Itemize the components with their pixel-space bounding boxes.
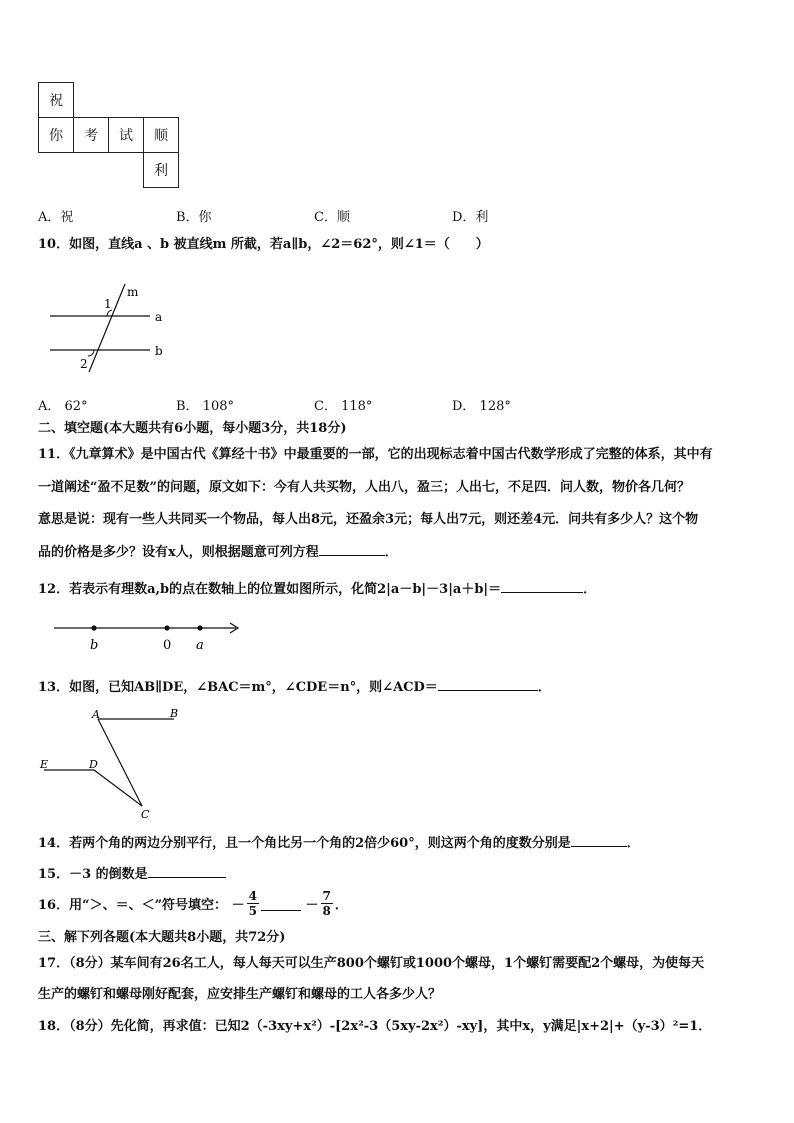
option-a[interactable]: A．祝 — [38, 210, 74, 225]
question-17-line: 生产的螺钉和螺母刚好配套，应安排生产螺钉和螺母的工人各多少人？ — [38, 987, 442, 1002]
option-c[interactable]: C．顺 — [314, 210, 350, 225]
section-heading: 二、填空题(本大题共有6小题，每小题3分，共18分) — [38, 421, 347, 436]
option-b[interactable]: B． 108° — [176, 399, 234, 414]
label-D: D — [89, 758, 98, 771]
answer-blank[interactable] — [261, 896, 301, 911]
grid-cell: 试 — [108, 117, 144, 153]
option-a[interactable]: A． 62° — [38, 399, 88, 414]
fraction: $\frac{4}{5}$ — [248, 889, 257, 918]
grid-cell: 利 — [143, 152, 179, 188]
label-a: a — [155, 310, 163, 324]
label-m: m — [127, 285, 139, 299]
fraction: $\frac{7}{8}$ — [322, 889, 331, 918]
option-c[interactable]: C． 118° — [314, 399, 373, 414]
label-b: b — [155, 344, 163, 358]
question-10: 10．如图，直线a 、b 被直线m 所截，若a∥b，∠2＝62°，则∠1＝（ ） — [38, 237, 489, 252]
answer-blank[interactable] — [501, 578, 583, 593]
grid-cell: 顺 — [143, 117, 179, 153]
label-A: A — [92, 708, 100, 721]
label-E: E — [40, 758, 49, 771]
question-17-line: 17．（8分）某车间有26名工人，每人每天可以生产800个螺钉或1000个螺母，1个螺钉需要配2个螺母，为使每天 — [38, 956, 705, 971]
grid-cell: 考 — [73, 117, 109, 153]
question-13: 13．如图，已知AB∥DE，∠BAC＝m°，∠CDE＝n°，则∠ACD＝ ． — [38, 676, 551, 697]
label-B: B — [170, 707, 179, 720]
question-18: 18．（8分）先化简，再求值：已知2（-3xy+x²）-[2x²-3（5xy-2x²）-xy]，其中x，y满足|x+2|+（y-3）²=1． — [38, 1019, 712, 1034]
question-11-line: 一道阐述“盈不足数”的问题，原文如下：今有人共买物，人出八，盈三；人出七，不足四．问人数，物价各几何？ — [38, 480, 690, 495]
option-d[interactable]: D．利 — [452, 210, 489, 225]
parallel-lines-figure — [38, 278, 178, 378]
question-16: 16．用“＞、＝、＜”符号填空： － $\frac{4}{5}$ － $\frac{7}{8}$ ． — [38, 889, 348, 918]
grid-cell: 你 — [38, 117, 74, 153]
label-C: C — [141, 808, 150, 821]
label-b: b — [90, 638, 99, 653]
question-14: 14．若两个角的两边分别平行，且一个角比另一个角的2倍少60°，则这两个角的度数分别是 ． — [38, 832, 640, 853]
label-2: 2 — [80, 357, 88, 371]
option-b[interactable]: B．你 — [176, 210, 212, 225]
answer-blank[interactable] — [438, 676, 538, 691]
answer-blank[interactable] — [319, 541, 385, 556]
grid-cell: 祝 — [38, 82, 74, 118]
question-11-line: 11．《九章算术》是中国古代《算经十书》中最重要的一部，它的出现标志着中国古代数学形成了完整的体系，其中有 — [38, 447, 713, 462]
question-11-line: 品的价格是多少？设有x人，则根据题意可列方程 ． — [38, 541, 398, 562]
question-11-line: 意思是说：现有一些人共同买一个物品，每人出8元，还盈余3元；每人出7元，则还差4元．问共有多少人？这个物 — [38, 512, 699, 527]
number-line — [38, 618, 248, 654]
question-15: 15．－3 的倒数是 — [38, 863, 226, 884]
answer-blank[interactable] — [148, 863, 226, 878]
answer-blank[interactable] — [571, 832, 627, 847]
label-0: 0 — [163, 638, 172, 653]
section-heading: 三、解下列各题(本大题共8小题，共72分) — [38, 930, 286, 945]
angle-figure — [38, 704, 198, 822]
label-a: a — [196, 638, 204, 653]
option-d[interactable]: D． 128° — [452, 399, 511, 414]
label-1: 1 — [104, 297, 112, 311]
question-12: 12．若表示有理数a,b的点在数轴上的位置如图所示，化简2|a－b|－3|a＋b|＝ ． — [38, 578, 596, 599]
